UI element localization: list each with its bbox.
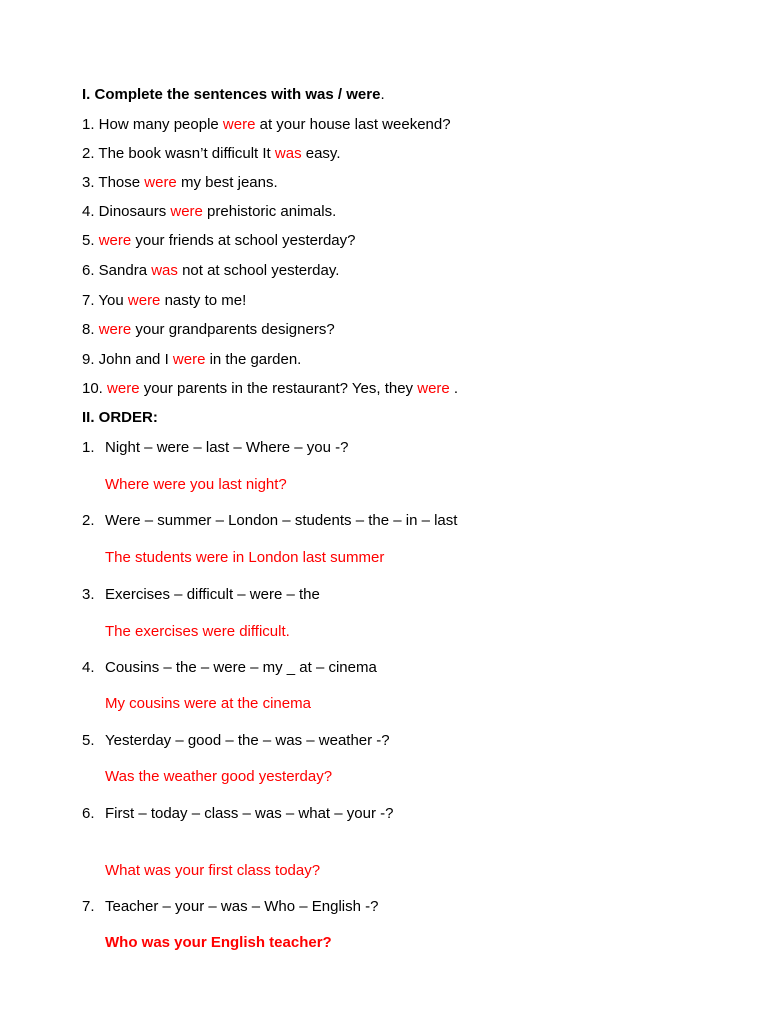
sentence-answer: were (107, 380, 140, 397)
order-prompt: Exercises – difficult – were – the (105, 586, 320, 603)
sentence-text: not at school yesterday. (177, 262, 340, 279)
sentence-text: 4. Dinosaurs (82, 203, 171, 220)
sentence-text: at your house last weekend? (255, 116, 451, 133)
sentence-text: my best jeans. (176, 174, 278, 191)
sentence-text: 7. You (82, 292, 128, 309)
order-item-4 (82, 658, 377, 678)
order-item-2 (82, 511, 457, 531)
sentence-answer: were (172, 351, 206, 368)
order-item-6 (82, 804, 393, 824)
section1-title-period: . (380, 86, 385, 103)
sentence-9 (82, 350, 301, 370)
order-item-1 (82, 438, 348, 458)
order-prompt: Yesterday – good – the – was – weather -? (105, 732, 390, 749)
order-answer-1: Where were you last night? (105, 476, 287, 493)
sentence-answer: were (144, 174, 177, 191)
order-prompt: Teacher – your – was – Who – English -? (105, 898, 379, 915)
sentence-text: 3. Those (82, 174, 145, 191)
order-prompt: Night – were – last – Where – you -? (105, 439, 349, 456)
sentence-answer: was (274, 145, 302, 162)
sentence-5 (82, 231, 356, 251)
sentence-answer: were (417, 380, 450, 397)
order-answer-4: My cousins were at the cinema (105, 695, 311, 712)
sentence-1 (82, 115, 451, 135)
order-number: 2. (82, 512, 95, 529)
sentence-3 (82, 173, 278, 193)
order-number: 6. (82, 805, 95, 822)
sentence-text: easy. (301, 145, 341, 162)
sentence-2 (82, 144, 340, 164)
order-answer-2: The students were in London last summer (105, 549, 385, 566)
sentence-answer: was (151, 262, 178, 279)
order-prompt: Cousins – the – were – my _ at – cinema (105, 659, 377, 676)
section1-heading (82, 85, 385, 105)
sentence-10 (82, 379, 458, 399)
order-answer-6: What was your first class today? (105, 862, 321, 879)
sentence-answer: were (222, 116, 256, 133)
sentence-text: 2. The book wasn’t difficult It (82, 145, 275, 162)
order-answer-3: The exercises were difficult. (105, 623, 290, 640)
sentence-text: your friends at school yesterday? (131, 232, 356, 249)
order-prompt: Were – summer – London – students – the – in – last (105, 512, 458, 529)
sentence-text: 5. (82, 232, 99, 249)
sentence-answer: were (127, 292, 161, 309)
order-answer-5: Was the weather good yesterday? (105, 768, 333, 785)
sentence-text: nasty to me! (160, 292, 247, 309)
sentence-text: your parents in the restaurant? Yes, they (139, 380, 418, 397)
section2-title: II. ORDER: (82, 409, 158, 426)
sentence-text: 6. Sandra (82, 262, 152, 279)
sentence-4 (82, 202, 336, 222)
sentence-7 (82, 291, 246, 311)
order-number: 4. (82, 659, 95, 676)
sentence-text: in the garden. (205, 351, 302, 368)
sentence-text: 8. (82, 321, 99, 338)
sentence-answer: were (98, 232, 132, 249)
order-number: 7. (82, 898, 95, 915)
sentence-answer: were (98, 321, 132, 338)
sentence-text: 9. John and I (82, 351, 173, 368)
section1-title: I. Complete the sentences with was / were (82, 86, 381, 103)
order-number: 5. (82, 732, 95, 749)
sentence-answer: were (170, 203, 203, 220)
order-number: 3. (82, 586, 95, 603)
sentence-text: 1. How many people (82, 116, 223, 133)
sentence-text: . (449, 380, 459, 397)
sentence-8 (82, 320, 335, 340)
sentence-text: your grandparents designers? (131, 321, 335, 338)
sentence-text: prehistoric animals. (202, 203, 337, 220)
sentence-6 (82, 261, 339, 281)
order-item-5 (82, 731, 390, 751)
order-answer-7: Who was your English teacher? (105, 934, 332, 951)
order-number: 1. (82, 439, 95, 456)
order-item-7 (82, 897, 378, 917)
order-item-3 (82, 585, 320, 605)
sentence-text: 10. (82, 380, 108, 397)
order-prompt: First – today – class – was – what – your -? (105, 805, 394, 822)
